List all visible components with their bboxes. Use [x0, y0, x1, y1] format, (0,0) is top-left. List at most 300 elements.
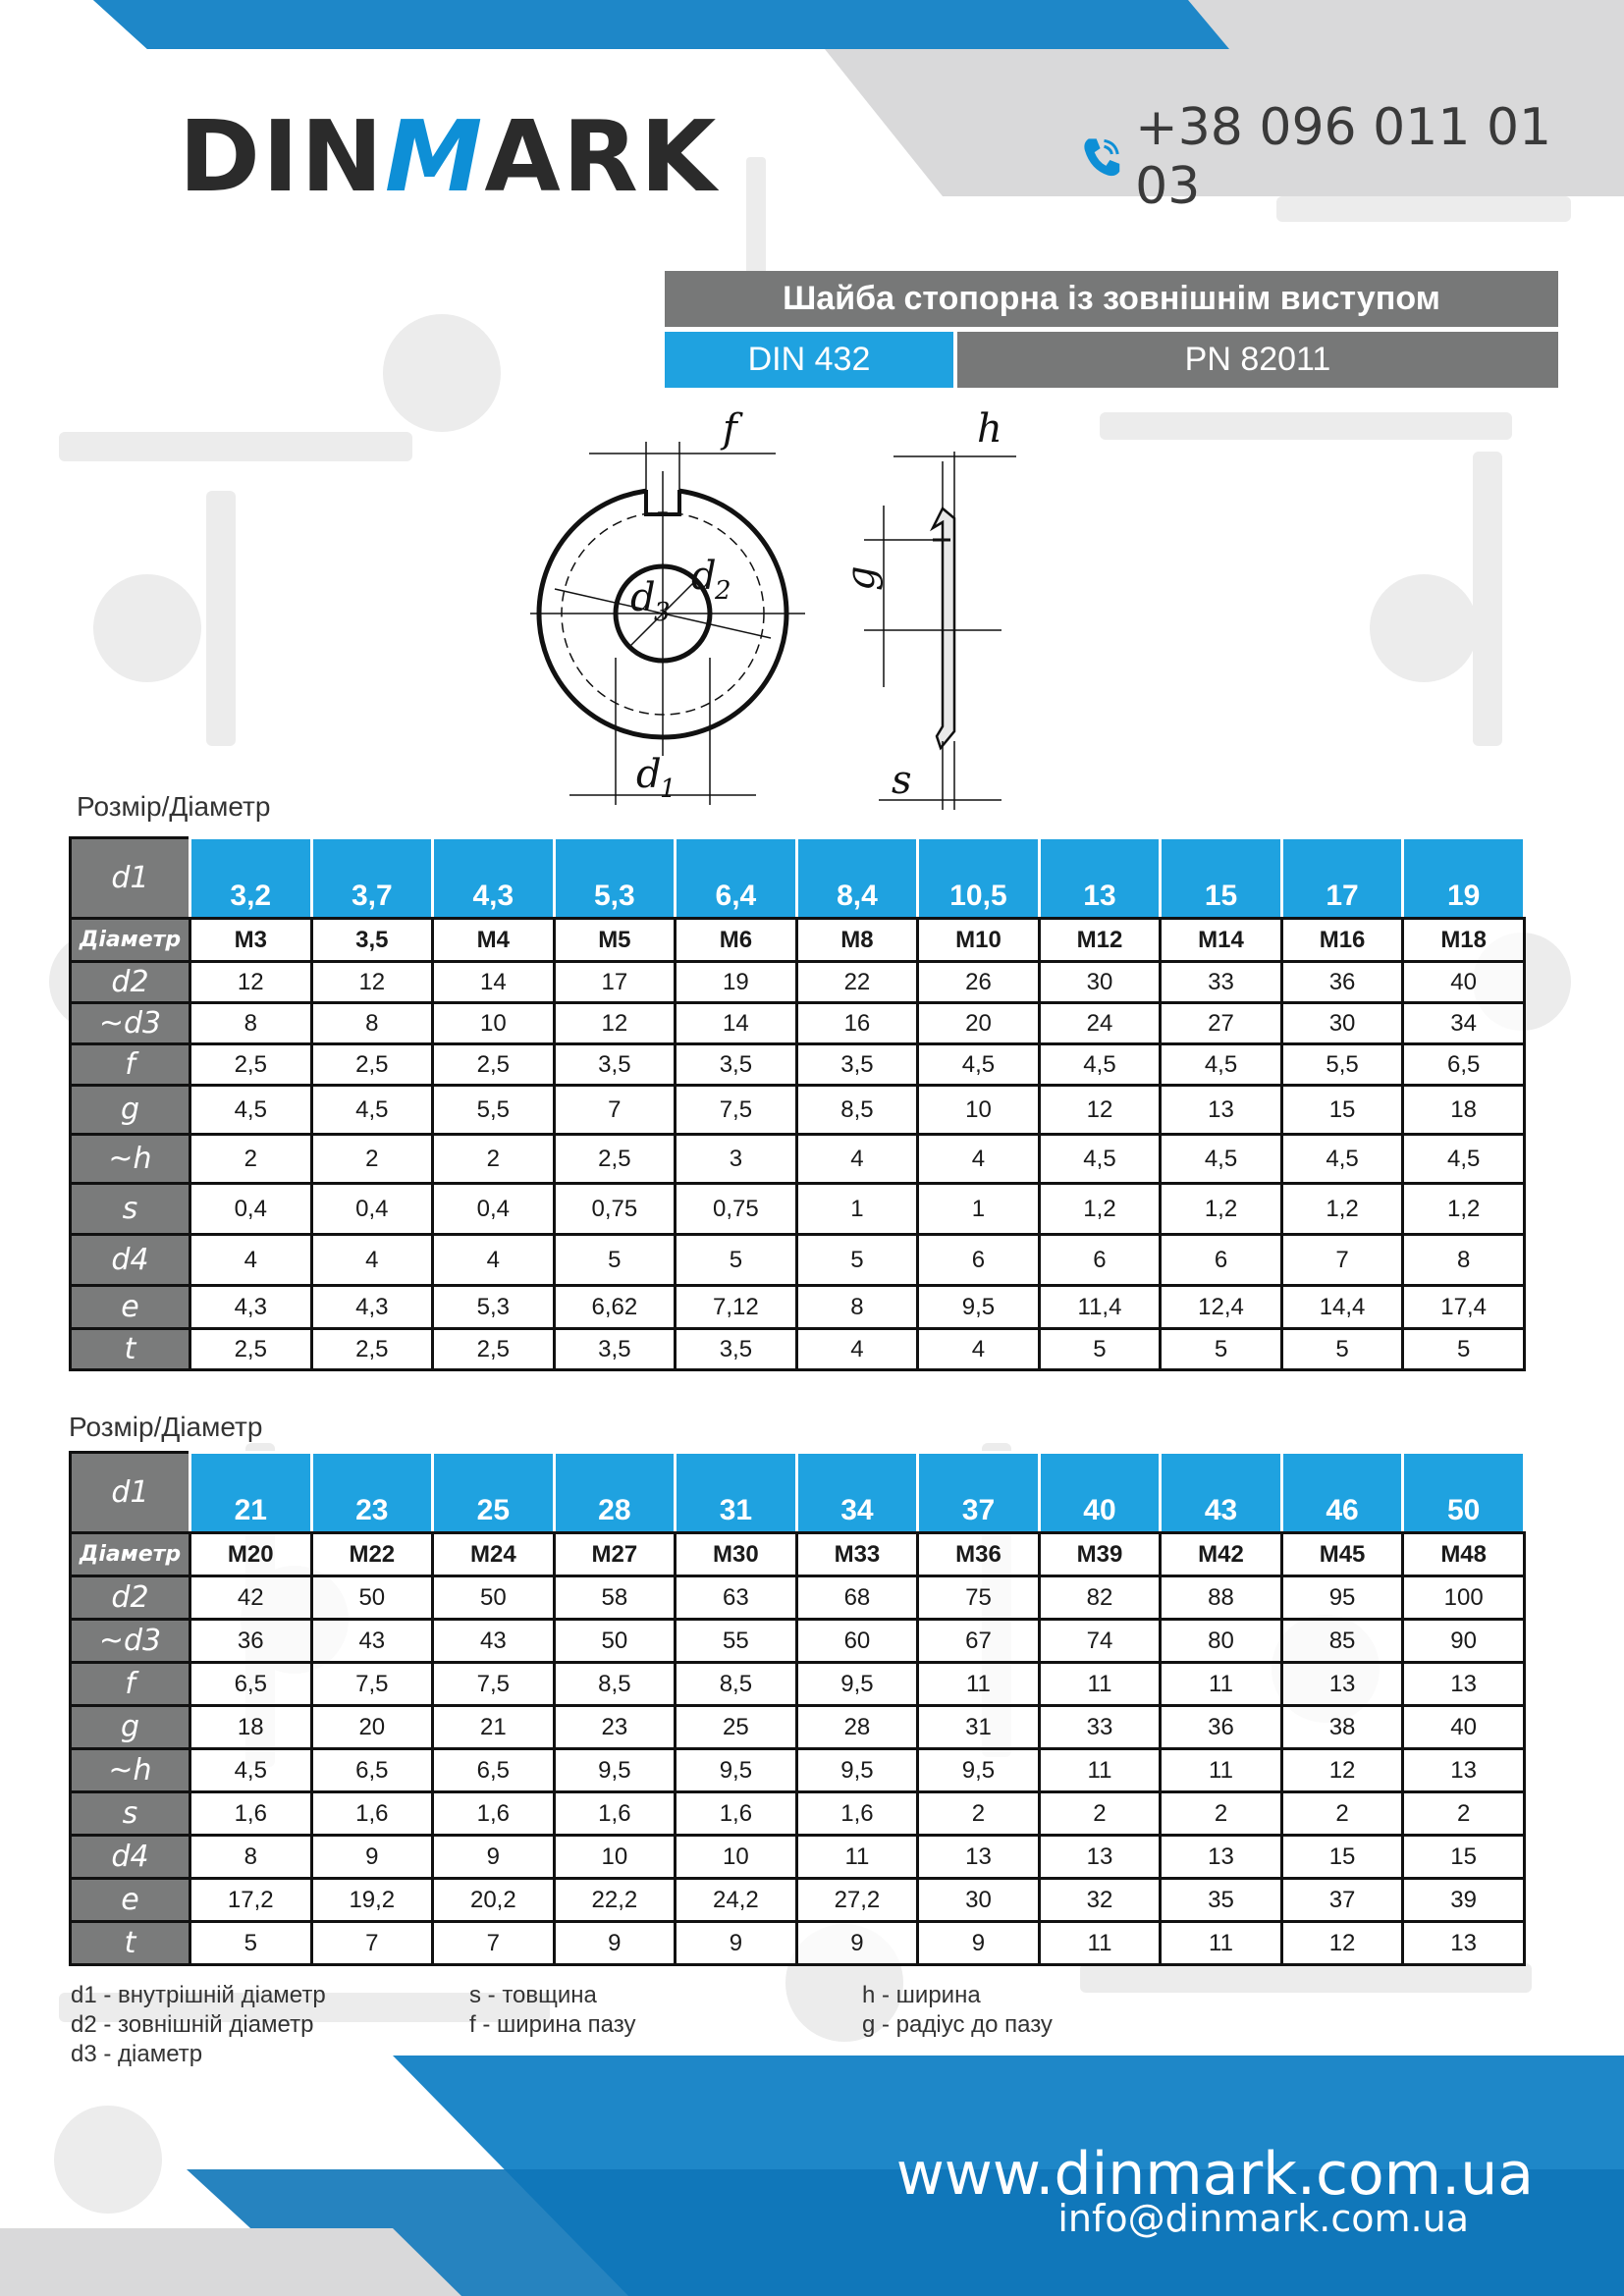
row-label: d1 [71, 1453, 190, 1533]
row-label: d1 [71, 838, 190, 919]
table-cell: 6,5 [1403, 1044, 1525, 1086]
table-cell: 31 [918, 1706, 1040, 1749]
table-cell: 18 [1403, 1086, 1525, 1135]
spec-table-1 [69, 836, 1526, 1371]
table-cell: 22 [796, 962, 918, 1003]
table-cell: 7,5 [311, 1663, 433, 1706]
table-row [71, 1620, 1525, 1663]
table-cell: 9 [676, 1922, 797, 1965]
table-cell: 10 [676, 1836, 797, 1879]
table-cell: 90 [1403, 1620, 1525, 1663]
table-cell: 15 [1281, 1836, 1403, 1879]
table-cell: 30 [1281, 1003, 1403, 1044]
table-cell: 5,3 [433, 1286, 555, 1329]
brand-name-right: ARK [484, 99, 719, 214]
table-cell: 11 [1039, 1749, 1161, 1792]
phone-contact[interactable] [1077, 98, 1624, 216]
table-cell: 9,5 [918, 1286, 1040, 1329]
table-cell: 1 [918, 1184, 1040, 1235]
table2-caption: Розмір/Діаметр [69, 1412, 263, 1442]
brand-name-accent: M [384, 99, 485, 214]
legend-d2: d2 - зовнішній діаметр [71, 2011, 314, 2038]
table-row [71, 1792, 1525, 1836]
table-cell: 39 [1403, 1879, 1525, 1922]
table-cell: 8,5 [554, 1663, 676, 1706]
table-cell: 13 [1403, 1663, 1525, 1706]
label-d1-sub: 1 [660, 774, 677, 804]
table-cell: 15 [1161, 838, 1282, 919]
table-cell: 4,5 [1039, 1044, 1161, 1086]
label-f: f [723, 406, 737, 452]
table-cell: M24 [433, 1533, 555, 1576]
table-cell: 36 [1281, 962, 1403, 1003]
table-row [71, 1576, 1525, 1620]
table-cell: 11 [1161, 1749, 1282, 1792]
table-cell: 20 [918, 1003, 1040, 1044]
table-cell: M42 [1161, 1533, 1282, 1576]
table-cell: 2 [433, 1135, 555, 1184]
table-cell: 7 [433, 1922, 555, 1965]
table-cell: 3,5 [554, 1329, 676, 1370]
table-cell: 15 [1403, 1836, 1525, 1879]
table-cell: 25 [433, 1453, 555, 1533]
table-cell: 10 [433, 1003, 555, 1044]
table-cell: 8,5 [676, 1663, 797, 1706]
table-cell: 17,4 [1403, 1286, 1525, 1329]
table-cell: 3,5 [676, 1044, 797, 1086]
table-cell: 20 [311, 1706, 433, 1749]
table-cell: 6,5 [311, 1749, 433, 1792]
table-cell: 68 [796, 1576, 918, 1620]
table-cell: M20 [190, 1533, 312, 1576]
table-cell: 12 [190, 962, 312, 1003]
table-cell: 74 [1039, 1620, 1161, 1663]
table-cell: 2 [1403, 1792, 1525, 1836]
table-cell: 11,4 [1039, 1286, 1161, 1329]
table-cell: 11 [918, 1663, 1040, 1706]
email-link[interactable]: info@dinmark.com.ua [1057, 2197, 1469, 2240]
table-cell: 11 [796, 1836, 918, 1879]
row-label: f [71, 1663, 190, 1706]
table-row [71, 1184, 1525, 1235]
table-row [71, 1286, 1525, 1329]
table-cell: 13 [1403, 1922, 1525, 1965]
legend-f: f - ширина пазу [469, 2011, 636, 2038]
table-cell: 7 [311, 1922, 433, 1965]
table-cell: 5 [676, 1235, 797, 1286]
row-label: e [71, 1879, 190, 1922]
table-cell: 58 [554, 1576, 676, 1620]
row-label: ~d3 [71, 1620, 190, 1663]
table-row [71, 1922, 1525, 1965]
table-cell: M22 [311, 1533, 433, 1576]
table-cell: 9,5 [554, 1749, 676, 1792]
table-cell: 18 [190, 1706, 312, 1749]
table-cell: 67 [918, 1620, 1040, 1663]
table-cell: 33 [1039, 1706, 1161, 1749]
table-cell: 6,5 [433, 1749, 555, 1792]
table-cell: 2 [190, 1135, 312, 1184]
table-cell: 22,2 [554, 1879, 676, 1922]
table-cell: 6,62 [554, 1286, 676, 1329]
table-cell: M8 [796, 919, 918, 962]
table-row [71, 838, 1525, 919]
table-cell: 37 [1281, 1879, 1403, 1922]
table-cell: 12,4 [1161, 1286, 1282, 1329]
table-cell: 7,12 [676, 1286, 797, 1329]
table-cell: 46 [1281, 1453, 1403, 1533]
table-cell: 8 [1403, 1235, 1525, 1286]
brand-name-left: DIN [179, 99, 385, 214]
table-row [71, 919, 1525, 962]
table-cell: 23 [311, 1453, 433, 1533]
table-cell: 1,2 [1281, 1184, 1403, 1235]
table-cell: 8 [190, 1003, 312, 1044]
table-cell: 2 [311, 1135, 433, 1184]
table-cell: 7,5 [676, 1086, 797, 1135]
table-cell: 1,6 [311, 1792, 433, 1836]
table-cell: 50 [1403, 1453, 1525, 1533]
table-cell: 4,3 [311, 1286, 433, 1329]
table-cell: 12 [1039, 1086, 1161, 1135]
row-label: d4 [71, 1836, 190, 1879]
table-cell: 40 [1403, 962, 1525, 1003]
table-cell: 7 [1281, 1235, 1403, 1286]
table-cell: 2 [1281, 1792, 1403, 1836]
row-label: g [71, 1086, 190, 1135]
table-cell: 23 [554, 1706, 676, 1749]
table-cell: 11 [1161, 1663, 1282, 1706]
table-cell: M5 [554, 919, 676, 962]
table-cell: 9,5 [676, 1749, 797, 1792]
table-cell: 34 [796, 1453, 918, 1533]
table-cell: M48 [1403, 1533, 1525, 1576]
table-cell: 50 [554, 1620, 676, 1663]
table-cell: 27 [1161, 1003, 1282, 1044]
table1-caption: Розмір/Діаметр [77, 791, 271, 822]
table-cell: 8 [190, 1836, 312, 1879]
table-cell: 12 [1281, 1922, 1403, 1965]
table-cell: 17 [1281, 838, 1403, 919]
table-cell: 2 [918, 1792, 1040, 1836]
website-link[interactable]: www.dinmark.com.ua [895, 2140, 1534, 2209]
table-cell: 10 [918, 1086, 1040, 1135]
table-cell: 28 [796, 1706, 918, 1749]
label-d3: d [630, 575, 656, 620]
table-cell: 15 [1281, 1086, 1403, 1135]
table-cell: 42 [190, 1576, 312, 1620]
table-cell: 2,5 [190, 1044, 312, 1086]
table-cell: 4,5 [918, 1044, 1040, 1086]
table-cell: 26 [918, 962, 1040, 1003]
table-cell: 2 [1039, 1792, 1161, 1836]
row-label: e [71, 1286, 190, 1329]
table-cell: 1,2 [1039, 1184, 1161, 1235]
table-cell: 75 [918, 1576, 1040, 1620]
table-cell: 28 [554, 1453, 676, 1533]
table-cell: 14 [676, 1003, 797, 1044]
table-row [71, 1533, 1525, 1576]
table-cell: 4,3 [190, 1286, 312, 1329]
table-cell: M45 [1281, 1533, 1403, 1576]
table-cell: 4,5 [311, 1086, 433, 1135]
table-cell: 19 [1403, 838, 1525, 919]
table-cell: 9 [433, 1836, 555, 1879]
table-cell: 1,6 [676, 1792, 797, 1836]
table-row [71, 1453, 1525, 1533]
table-cell: 2,5 [190, 1329, 312, 1370]
table-cell: 3,5 [311, 919, 433, 962]
table-cell: 63 [676, 1576, 797, 1620]
table-cell: 12 [1281, 1749, 1403, 1792]
table-cell: 5 [554, 1235, 676, 1286]
table-cell: 4 [433, 1235, 555, 1286]
table-row [71, 1706, 1525, 1749]
table-cell: 5,3 [554, 838, 676, 919]
row-label: s [71, 1184, 190, 1235]
table-cell: 1,2 [1403, 1184, 1525, 1235]
table-cell: 9 [311, 1836, 433, 1879]
table-cell: 6,5 [190, 1663, 312, 1706]
table-row [71, 1836, 1525, 1879]
table-cell: 6 [918, 1235, 1040, 1286]
table-cell: 55 [676, 1620, 797, 1663]
table-cell: 8 [311, 1003, 433, 1044]
table-cell: 11 [1039, 1922, 1161, 1965]
table-cell: 4 [796, 1329, 918, 1370]
table-cell: 6 [1039, 1235, 1161, 1286]
row-label: d2 [71, 962, 190, 1003]
table-cell: 30 [918, 1879, 1040, 1922]
table-cell: 4,5 [1281, 1135, 1403, 1184]
table-row [71, 1135, 1525, 1184]
table-cell: 3,2 [190, 838, 312, 919]
table-cell: 12 [554, 1003, 676, 1044]
table-cell: 19,2 [311, 1879, 433, 1922]
row-label: f [71, 1044, 190, 1086]
table-cell: M3 [190, 919, 312, 962]
table-cell: 9,5 [796, 1749, 918, 1792]
standard-din: DIN 432 [665, 332, 953, 388]
table-cell: 5 [1281, 1329, 1403, 1370]
table-cell: M33 [796, 1533, 918, 1576]
table-cell: 2 [1161, 1792, 1282, 1836]
table-cell: 0,4 [190, 1184, 312, 1235]
table-cell: 8,5 [796, 1086, 918, 1135]
table-cell: 4 [311, 1235, 433, 1286]
table-cell: 85 [1281, 1620, 1403, 1663]
table-cell: 17,2 [190, 1879, 312, 1922]
table-row [71, 1044, 1525, 1086]
table-cell: M18 [1403, 919, 1525, 962]
table-cell: M39 [1039, 1533, 1161, 1576]
table-cell: 13 [1281, 1663, 1403, 1706]
table-cell: 50 [433, 1576, 555, 1620]
table-cell: 9,5 [918, 1749, 1040, 1792]
table-row [71, 1663, 1525, 1706]
table-cell: 1,6 [796, 1792, 918, 1836]
table-cell: 6 [1161, 1235, 1282, 1286]
legend-d1: d1 - внутрішній діаметр [71, 1982, 326, 2008]
table-cell: 13 [1161, 1836, 1282, 1879]
table-cell: 43 [311, 1620, 433, 1663]
table-cell: 3,5 [796, 1044, 918, 1086]
legend-s: s - товщина [469, 1982, 597, 2008]
table-cell: 4,3 [433, 838, 555, 919]
label-g: g [839, 565, 884, 591]
table-cell: 2,5 [554, 1135, 676, 1184]
table-cell: 10 [554, 1836, 676, 1879]
table-cell: 50 [311, 1576, 433, 1620]
label-d3-sub: 3 [654, 598, 671, 627]
table-cell: 17 [554, 962, 676, 1003]
phone-icon [1077, 133, 1125, 182]
table-cell: 5,5 [433, 1086, 555, 1135]
table-cell: 1,6 [554, 1792, 676, 1836]
table-cell: 3 [676, 1135, 797, 1184]
row-label: ~h [71, 1135, 190, 1184]
table-cell: M6 [676, 919, 797, 962]
label-h: h [977, 406, 1002, 452]
table-cell: 37 [918, 1453, 1040, 1533]
table-cell: 4,5 [1403, 1135, 1525, 1184]
table-cell: 3,7 [311, 838, 433, 919]
table-cell: 2,5 [311, 1329, 433, 1370]
table-cell: 0,4 [433, 1184, 555, 1235]
table-cell: 21 [433, 1706, 555, 1749]
table-cell: M4 [433, 919, 555, 962]
label-d1: d [636, 752, 662, 797]
table-cell: 1 [796, 1184, 918, 1235]
table-cell: 33 [1161, 962, 1282, 1003]
table-row [71, 962, 1525, 1003]
table-cell: 0,75 [554, 1184, 676, 1235]
table-cell: 13 [918, 1836, 1040, 1879]
table-cell: 9 [918, 1922, 1040, 1965]
table-cell: 4,5 [190, 1749, 312, 1792]
table-cell: 9 [554, 1922, 676, 1965]
table-cell: 30 [1039, 962, 1161, 1003]
table-cell: 11 [1039, 1663, 1161, 1706]
table-cell: 6,4 [676, 838, 797, 919]
table-cell: 9,5 [796, 1663, 918, 1706]
table-cell: 4,5 [1161, 1044, 1282, 1086]
table-cell: 1,6 [190, 1792, 312, 1836]
row-label: t [71, 1922, 190, 1965]
washer-drawing [530, 402, 1021, 815]
table-cell: 2,5 [433, 1329, 555, 1370]
table-cell: 13 [1161, 1086, 1282, 1135]
table-cell: M14 [1161, 919, 1282, 962]
table-cell: 4,5 [1161, 1135, 1282, 1184]
table-cell: M36 [918, 1533, 1040, 1576]
table-cell: 27,2 [796, 1879, 918, 1922]
label-s: s [892, 758, 912, 803]
table-cell: 0,4 [311, 1184, 433, 1235]
table-cell: 16 [796, 1003, 918, 1044]
table-row [71, 1879, 1525, 1922]
label-d2: d [691, 554, 717, 599]
table-cell: 24,2 [676, 1879, 797, 1922]
table-cell: 5 [1403, 1329, 1525, 1370]
row-label: Діаметр [71, 919, 190, 962]
table-cell: 4 [918, 1329, 1040, 1370]
table-cell: 11 [1161, 1922, 1282, 1965]
spec-table-2 [69, 1451, 1526, 1966]
table-cell: 38 [1281, 1706, 1403, 1749]
table-cell: 31 [676, 1453, 797, 1533]
table-cell: 40 [1039, 1453, 1161, 1533]
table-cell: 5 [190, 1922, 312, 1965]
table-cell: 8 [796, 1286, 918, 1329]
table-cell: 7,5 [433, 1663, 555, 1706]
table-cell: 5 [1039, 1329, 1161, 1370]
table-cell: 14 [433, 962, 555, 1003]
table-cell: 14,4 [1281, 1286, 1403, 1329]
table-cell: 13 [1039, 1836, 1161, 1879]
table-row [71, 1235, 1525, 1286]
table-cell: 1,6 [433, 1792, 555, 1836]
table-cell: 3,5 [676, 1329, 797, 1370]
table-cell: 5 [1161, 1329, 1282, 1370]
label-d2-sub: 2 [715, 576, 731, 606]
table-cell: 4 [796, 1135, 918, 1184]
table-cell: 95 [1281, 1576, 1403, 1620]
table-cell: 32 [1039, 1879, 1161, 1922]
table-cell: 34 [1403, 1003, 1525, 1044]
table-cell: 25 [676, 1706, 797, 1749]
row-label: Діаметр [71, 1533, 190, 1576]
table-cell: 1,2 [1161, 1184, 1282, 1235]
table-cell: 4 [190, 1235, 312, 1286]
table-cell: 19 [676, 962, 797, 1003]
table-cell: 3,5 [554, 1044, 676, 1086]
legend-g: g - радіус до пазу [862, 2011, 1053, 2038]
table-cell: 4 [918, 1135, 1040, 1184]
legend-h: h - ширина [862, 1982, 981, 2008]
table-row [71, 1003, 1525, 1044]
product-title: Шайба стопорна із зовнішнім виступом [665, 271, 1558, 327]
table-cell: 43 [433, 1620, 555, 1663]
table-cell: 21 [190, 1453, 312, 1533]
table-cell: 36 [1161, 1706, 1282, 1749]
table-cell: M30 [676, 1533, 797, 1576]
table-cell: 36 [190, 1620, 312, 1663]
table-cell: 4,5 [1039, 1135, 1161, 1184]
row-label: d4 [71, 1235, 190, 1286]
row-label: ~h [71, 1749, 190, 1792]
table-cell: 13 [1039, 838, 1161, 919]
table-cell: 24 [1039, 1003, 1161, 1044]
row-label: g [71, 1706, 190, 1749]
table-cell: 43 [1161, 1453, 1282, 1533]
table-cell: 0,75 [676, 1184, 797, 1235]
table-cell: 5 [796, 1235, 918, 1286]
table-cell: M27 [554, 1533, 676, 1576]
table-cell: 2,5 [311, 1044, 433, 1086]
table-cell: 80 [1161, 1620, 1282, 1663]
row-label: s [71, 1792, 190, 1836]
legend-d3: d3 - діаметр [71, 2041, 203, 2067]
table-cell: 20,2 [433, 1879, 555, 1922]
table-cell: 60 [796, 1620, 918, 1663]
row-label: t [71, 1329, 190, 1370]
table-cell: 5,5 [1281, 1044, 1403, 1086]
row-label: d2 [71, 1576, 190, 1620]
table-row [71, 1749, 1525, 1792]
table-row [71, 1329, 1525, 1370]
table-cell: 8,4 [796, 838, 918, 919]
